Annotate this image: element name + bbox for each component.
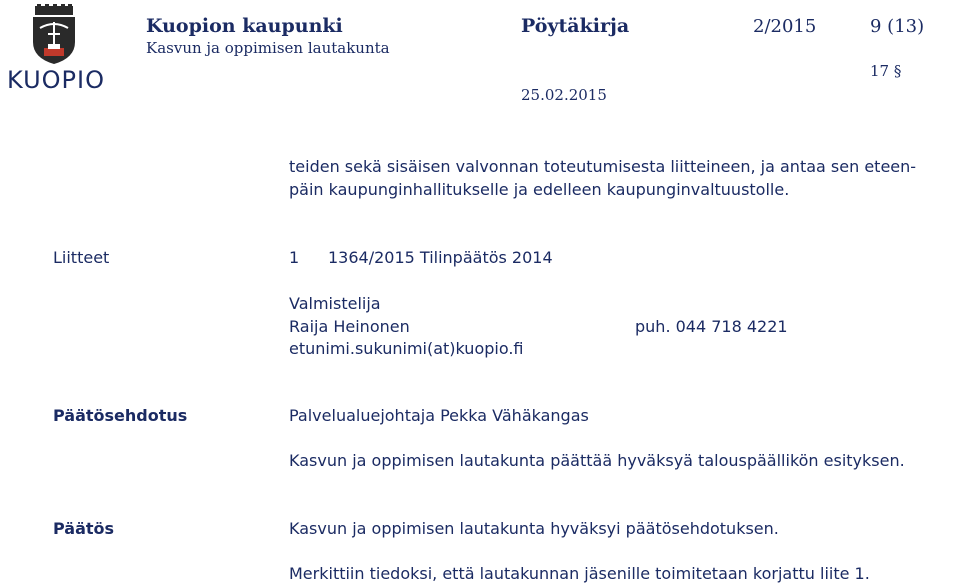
organization-name: Kuopion kaupunki <box>146 15 343 37</box>
intro-line-2: päin kaupunginhallitukselle ja edelleen kaupunginvaltuustolle. <box>289 180 790 199</box>
attachment-title: 1364/2015 Tilinpäätös 2014 <box>328 248 553 267</box>
proposal-text: Kasvun ja oppimisen lautakunta päättää hyväksyä talouspäällikön esityksen. <box>289 451 905 470</box>
preparer-phone: puh. 044 718 4221 <box>635 317 788 336</box>
kuopio-logo <box>4 4 104 100</box>
document-number: 2/2015 <box>753 16 817 37</box>
decision-label: Päätös <box>53 519 115 538</box>
preparer-name: Raija Heinonen <box>289 317 410 336</box>
decision-text-2: Merkittiin tiedoksi, että lautakunnan jäsenille toimitetaan korjattu liite 1. <box>289 564 870 583</box>
proposal-label: Päätösehdotus <box>53 406 188 425</box>
page-number: 9 (13) <box>870 16 925 37</box>
attachment-number: 1 <box>289 248 300 267</box>
logo-wordmark: KUOPIO <box>7 66 105 94</box>
coat-of-arms-icon <box>4 4 104 66</box>
section-number: 17 § <box>870 62 902 80</box>
document-date: 25.02.2015 <box>521 86 607 104</box>
decision-text-1: Kasvun ja oppimisen lautakunta hyväksyi päätösehdotuksen. <box>289 519 779 538</box>
preparer-label: Valmistelija <box>289 294 381 313</box>
attachments-label: Liitteet <box>53 248 110 267</box>
preparer-email: etunimi.sukunimi(at)kuopio.fi <box>289 339 524 358</box>
document-type: Pöytäkirja <box>521 15 630 37</box>
committee-name: Kasvun ja oppimisen lautakunta <box>146 39 390 57</box>
intro-line-1: teiden sekä sisäisen valvonnan toteutumisesta liitteineen, ja antaa sen eteen- <box>289 157 917 176</box>
proposal-proposer: Palvelualuejohtaja Pekka Vähäkangas <box>289 406 589 425</box>
